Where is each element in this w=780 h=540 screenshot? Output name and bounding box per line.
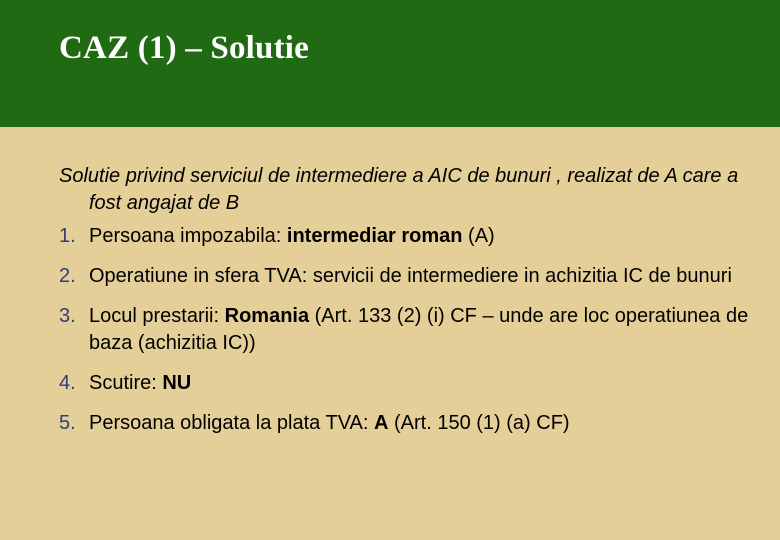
solution-list	[59, 223, 759, 437]
slide-content	[59, 163, 759, 450]
item-number: 4.	[59, 372, 76, 394]
slide-title: CAZ (1) – Solutie	[59, 30, 309, 66]
item-text: Locul prestarii:	[89, 305, 225, 327]
list-item	[59, 303, 759, 357]
item-text-tail: (Art. 150 (1) (a) CF)	[388, 412, 570, 434]
intro-text: Solutie privind serviciul de intermediere a AIC de bunuri , realizat de A care a fost angajat de B	[59, 165, 739, 214]
item-emphasis: intermediar roman	[286, 225, 463, 247]
list-item	[59, 223, 759, 250]
item-number: 3.	[59, 305, 76, 327]
item-emphasis: Romania	[224, 305, 310, 327]
item-text: Persoana impozabila:	[89, 225, 287, 247]
item-text: Scutire:	[89, 372, 163, 394]
list-item	[59, 263, 759, 290]
item-emphasis: A	[374, 412, 389, 434]
list-item	[59, 410, 759, 437]
item-text-tail: (Art. 133 (2) (i) CF – unde are loc operatiunea de baza (achizitia IC))	[89, 305, 749, 354]
item-emphasis: NU	[162, 372, 192, 394]
item-text: Persoana obligata la plata TVA:	[89, 412, 374, 434]
item-text: Operatiune in sfera TVA: servicii de intermediere in achizitia IC de bunuri	[89, 265, 732, 287]
title-bar	[0, 0, 780, 127]
item-text-tail: (A)	[462, 225, 495, 247]
item-number: 2.	[59, 265, 76, 287]
list-item	[59, 370, 759, 397]
item-number: 5.	[59, 412, 76, 434]
item-number: 1.	[59, 225, 76, 247]
